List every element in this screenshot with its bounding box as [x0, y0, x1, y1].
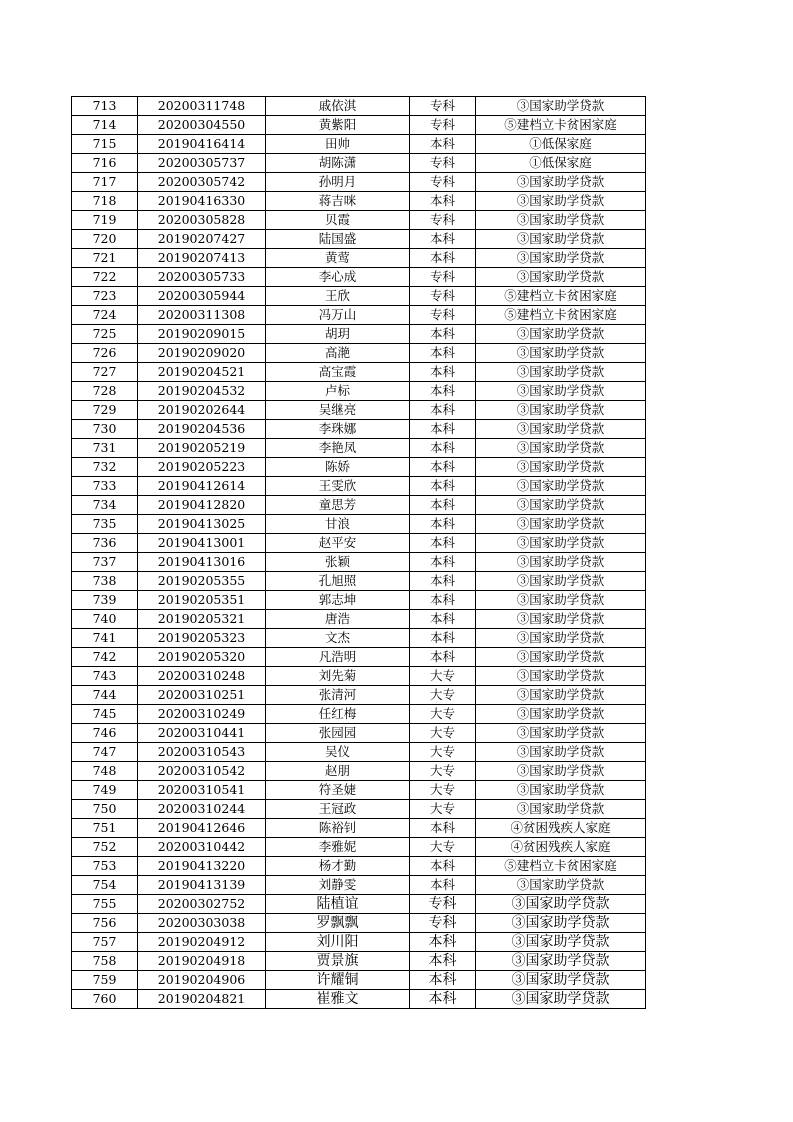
- row-number-cell: 741: [72, 629, 138, 648]
- row-number-cell: 758: [72, 952, 138, 971]
- student-id-cell: 20200310248: [138, 667, 266, 686]
- aid-category-cell: ⑤建档立卡贫困家庭: [476, 287, 646, 306]
- student-id-cell: 20200310442: [138, 838, 266, 857]
- row-number-cell: 736: [72, 534, 138, 553]
- student-name-cell: 吴继亮: [266, 401, 410, 420]
- row-number-cell: 759: [72, 971, 138, 990]
- table-row: [72, 743, 646, 762]
- student-name-cell: 刘先菊: [266, 667, 410, 686]
- student-id-cell: 20190205351: [138, 591, 266, 610]
- student-id-cell: 20190205320: [138, 648, 266, 667]
- row-number-cell: 752: [72, 838, 138, 857]
- student-id-cell: 20190204521: [138, 363, 266, 382]
- table-row: [72, 591, 646, 610]
- table-row: [72, 496, 646, 515]
- education-level-cell: 大专: [410, 743, 476, 762]
- student-id-cell: 20190207427: [138, 230, 266, 249]
- aid-category-cell: ③国家助学贷款: [476, 477, 646, 496]
- education-level-cell: 大专: [410, 724, 476, 743]
- student-id-cell: 20200310541: [138, 781, 266, 800]
- student-name-cell: 王雯欣: [266, 477, 410, 496]
- education-level-cell: 本科: [410, 249, 476, 268]
- student-id-cell: 20190204536: [138, 420, 266, 439]
- row-number-cell: 744: [72, 686, 138, 705]
- education-level-cell: 大专: [410, 667, 476, 686]
- aid-category-cell: ③国家助学贷款: [476, 648, 646, 667]
- row-number-cell: 746: [72, 724, 138, 743]
- student-id-cell: 20190205223: [138, 458, 266, 477]
- row-number-cell: 737: [72, 553, 138, 572]
- row-number-cell: 716: [72, 154, 138, 173]
- student-id-cell: 20190413001: [138, 534, 266, 553]
- aid-category-cell: ④贫困残疾人家庭: [476, 838, 646, 857]
- student-name-cell: 高滟: [266, 344, 410, 363]
- table-row: [72, 629, 646, 648]
- row-number-cell: 732: [72, 458, 138, 477]
- table-row: [72, 306, 646, 325]
- student-id-cell: 20200305733: [138, 268, 266, 287]
- student-name-cell: 李艳凤: [266, 439, 410, 458]
- student-id-cell: 20190205321: [138, 610, 266, 629]
- table-row: [72, 97, 646, 116]
- student-id-cell: 20200310251: [138, 686, 266, 705]
- aid-category-cell: ③国家助学贷款: [476, 192, 646, 211]
- aid-category-cell: ③国家助学贷款: [476, 762, 646, 781]
- student-name-cell: 李心成: [266, 268, 410, 287]
- student-name-cell: 高宝霞: [266, 363, 410, 382]
- student-name-cell: 张清河: [266, 686, 410, 705]
- table-row: [72, 762, 646, 781]
- row-number-cell: 731: [72, 439, 138, 458]
- education-level-cell: 本科: [410, 553, 476, 572]
- row-number-cell: 755: [72, 895, 138, 914]
- student-id-cell: 20200305737: [138, 154, 266, 173]
- student-id-cell: 20200305742: [138, 173, 266, 192]
- row-number-cell: 734: [72, 496, 138, 515]
- table-row: [72, 477, 646, 496]
- student-name-cell: 田帅: [266, 135, 410, 154]
- education-level-cell: 专科: [410, 97, 476, 116]
- row-number-cell: 715: [72, 135, 138, 154]
- education-level-cell: 本科: [410, 591, 476, 610]
- aid-category-cell: ③国家助学贷款: [476, 990, 646, 1009]
- student-id-cell: 20190416330: [138, 192, 266, 211]
- student-id-cell: 20200311308: [138, 306, 266, 325]
- education-level-cell: 专科: [410, 914, 476, 933]
- roster-body: [72, 97, 646, 1009]
- education-level-cell: 本科: [410, 933, 476, 952]
- student-id-cell: 20190204912: [138, 933, 266, 952]
- student-roster-table: [71, 96, 646, 1009]
- student-id-cell: 20200302752: [138, 895, 266, 914]
- education-level-cell: 本科: [410, 192, 476, 211]
- row-number-cell: 726: [72, 344, 138, 363]
- education-level-cell: 本科: [410, 952, 476, 971]
- table-row: [72, 667, 646, 686]
- student-id-cell: 20190204532: [138, 382, 266, 401]
- student-name-cell: 凡浩明: [266, 648, 410, 667]
- row-number-cell: 720: [72, 230, 138, 249]
- aid-category-cell: ⑤建档立卡贫困家庭: [476, 306, 646, 325]
- student-name-cell: 陆国盛: [266, 230, 410, 249]
- table-row: [72, 705, 646, 724]
- table-row: [72, 857, 646, 876]
- aid-category-cell: ③国家助学贷款: [476, 591, 646, 610]
- row-number-cell: 724: [72, 306, 138, 325]
- student-id-cell: 20190204821: [138, 990, 266, 1009]
- table-row: [72, 572, 646, 591]
- student-name-cell: 陆植谊: [266, 895, 410, 914]
- student-id-cell: 20190412646: [138, 819, 266, 838]
- education-level-cell: 本科: [410, 477, 476, 496]
- education-level-cell: 本科: [410, 382, 476, 401]
- student-name-cell: 赵平安: [266, 534, 410, 553]
- student-id-cell: 20190413025: [138, 515, 266, 534]
- aid-category-cell: ③国家助学贷款: [476, 800, 646, 819]
- student-id-cell: 20190412614: [138, 477, 266, 496]
- table-row: [72, 895, 646, 914]
- student-id-cell: 20200310249: [138, 705, 266, 724]
- student-id-cell: 20190413220: [138, 857, 266, 876]
- aid-category-cell: ①低保家庭: [476, 154, 646, 173]
- education-level-cell: 本科: [410, 363, 476, 382]
- student-name-cell: 许耀铜: [266, 971, 410, 990]
- row-number-cell: 719: [72, 211, 138, 230]
- student-name-cell: 蒋吉咪: [266, 192, 410, 211]
- table-row: [72, 819, 646, 838]
- table-row: [72, 192, 646, 211]
- education-level-cell: 本科: [410, 610, 476, 629]
- aid-category-cell: ③国家助学贷款: [476, 952, 646, 971]
- row-number-cell: 727: [72, 363, 138, 382]
- table-row: [72, 116, 646, 135]
- aid-category-cell: ⑤建档立卡贫困家庭: [476, 857, 646, 876]
- student-name-cell: 刘静雯: [266, 876, 410, 895]
- student-id-cell: 20190209020: [138, 344, 266, 363]
- aid-category-cell: ③国家助学贷款: [476, 629, 646, 648]
- row-number-cell: 738: [72, 572, 138, 591]
- aid-category-cell: ③国家助学贷款: [476, 401, 646, 420]
- education-level-cell: 本科: [410, 135, 476, 154]
- table-row: [72, 325, 646, 344]
- student-name-cell: 李雅妮: [266, 838, 410, 857]
- row-number-cell: 722: [72, 268, 138, 287]
- table-row: [72, 534, 646, 553]
- education-level-cell: 本科: [410, 534, 476, 553]
- aid-category-cell: ③国家助学贷款: [476, 173, 646, 192]
- student-name-cell: 贾景旗: [266, 952, 410, 971]
- student-id-cell: 20190413016: [138, 553, 266, 572]
- education-level-cell: 专科: [410, 306, 476, 325]
- student-name-cell: 文杰: [266, 629, 410, 648]
- table-row: [72, 838, 646, 857]
- aid-category-cell: ③国家助学贷款: [476, 97, 646, 116]
- aid-category-cell: ③国家助学贷款: [476, 420, 646, 439]
- education-level-cell: 本科: [410, 439, 476, 458]
- row-number-cell: 751: [72, 819, 138, 838]
- education-level-cell: 本科: [410, 420, 476, 439]
- student-name-cell: 陈裕钊: [266, 819, 410, 838]
- student-name-cell: 唐浩: [266, 610, 410, 629]
- student-name-cell: 崔雅文: [266, 990, 410, 1009]
- education-level-cell: 专科: [410, 211, 476, 230]
- table-row: [72, 420, 646, 439]
- aid-category-cell: ③国家助学贷款: [476, 705, 646, 724]
- education-level-cell: 本科: [410, 325, 476, 344]
- table-row: [72, 211, 646, 230]
- table-row: [72, 515, 646, 534]
- row-number-cell: 723: [72, 287, 138, 306]
- student-id-cell: 20200311748: [138, 97, 266, 116]
- student-name-cell: 陈娇: [266, 458, 410, 477]
- row-number-cell: 721: [72, 249, 138, 268]
- aid-category-cell: ③国家助学贷款: [476, 534, 646, 553]
- student-name-cell: 贝霞: [266, 211, 410, 230]
- education-level-cell: 专科: [410, 895, 476, 914]
- row-number-cell: 756: [72, 914, 138, 933]
- student-name-cell: 杨才勤: [266, 857, 410, 876]
- row-number-cell: 718: [72, 192, 138, 211]
- student-name-cell: 孔旭照: [266, 572, 410, 591]
- aid-category-cell: ③国家助学贷款: [476, 553, 646, 572]
- row-number-cell: 745: [72, 705, 138, 724]
- student-name-cell: 黄莺: [266, 249, 410, 268]
- row-number-cell: 742: [72, 648, 138, 667]
- row-number-cell: 713: [72, 97, 138, 116]
- education-level-cell: 大专: [410, 762, 476, 781]
- table-row: [72, 135, 646, 154]
- table-row: [72, 914, 646, 933]
- table-row: [72, 952, 646, 971]
- table-row: [72, 971, 646, 990]
- aid-category-cell: ③国家助学贷款: [476, 667, 646, 686]
- education-level-cell: 本科: [410, 496, 476, 515]
- student-name-cell: 胡玥: [266, 325, 410, 344]
- student-id-cell: 20200310441: [138, 724, 266, 743]
- table-row: [72, 648, 646, 667]
- table-row: [72, 876, 646, 895]
- aid-category-cell: ③国家助学贷款: [476, 268, 646, 287]
- aid-category-cell: ①低保家庭: [476, 135, 646, 154]
- student-name-cell: 吴仪: [266, 743, 410, 762]
- row-number-cell: 748: [72, 762, 138, 781]
- education-level-cell: 本科: [410, 971, 476, 990]
- aid-category-cell: ③国家助学贷款: [476, 781, 646, 800]
- row-number-cell: 740: [72, 610, 138, 629]
- education-level-cell: 本科: [410, 876, 476, 895]
- aid-category-cell: ③国家助学贷款: [476, 686, 646, 705]
- student-id-cell: 20200310244: [138, 800, 266, 819]
- table-row: [72, 686, 646, 705]
- aid-category-cell: ③国家助学贷款: [476, 496, 646, 515]
- student-name-cell: 刘川阳: [266, 933, 410, 952]
- row-number-cell: 725: [72, 325, 138, 344]
- student-name-cell: 胡陈潇: [266, 154, 410, 173]
- table-row: [72, 173, 646, 192]
- student-name-cell: 黄紫阳: [266, 116, 410, 135]
- student-name-cell: 李珠娜: [266, 420, 410, 439]
- student-name-cell: 童思芳: [266, 496, 410, 515]
- row-number-cell: 753: [72, 857, 138, 876]
- table-row: [72, 154, 646, 173]
- student-id-cell: 20190416414: [138, 135, 266, 154]
- row-number-cell: 754: [72, 876, 138, 895]
- aid-category-cell: ⑤建档立卡贫困家庭: [476, 116, 646, 135]
- student-name-cell: 符圣婕: [266, 781, 410, 800]
- table-row: [72, 724, 646, 743]
- table-row: [72, 287, 646, 306]
- student-name-cell: 张园园: [266, 724, 410, 743]
- student-name-cell: 孙明月: [266, 173, 410, 192]
- table-row: [72, 344, 646, 363]
- table-row: [72, 268, 646, 287]
- table-row: [72, 230, 646, 249]
- aid-category-cell: ③国家助学贷款: [476, 458, 646, 477]
- row-number-cell: 729: [72, 401, 138, 420]
- student-id-cell: 20190207413: [138, 249, 266, 268]
- aid-category-cell: ③国家助学贷款: [476, 325, 646, 344]
- student-id-cell: 20200305944: [138, 287, 266, 306]
- aid-category-cell: ③国家助学贷款: [476, 933, 646, 952]
- aid-category-cell: ③国家助学贷款: [476, 971, 646, 990]
- education-level-cell: 大专: [410, 838, 476, 857]
- student-name-cell: 张颖: [266, 553, 410, 572]
- row-number-cell: 747: [72, 743, 138, 762]
- education-level-cell: 本科: [410, 515, 476, 534]
- aid-category-cell: ③国家助学贷款: [476, 230, 646, 249]
- education-level-cell: 本科: [410, 648, 476, 667]
- aid-category-cell: ③国家助学贷款: [476, 895, 646, 914]
- aid-category-cell: ③国家助学贷款: [476, 743, 646, 762]
- aid-category-cell: ③国家助学贷款: [476, 382, 646, 401]
- row-number-cell: 728: [72, 382, 138, 401]
- education-level-cell: 大专: [410, 705, 476, 724]
- row-number-cell: 739: [72, 591, 138, 610]
- student-id-cell: 20200310542: [138, 762, 266, 781]
- education-level-cell: 本科: [410, 458, 476, 477]
- student-name-cell: 任红梅: [266, 705, 410, 724]
- student-id-cell: 20190413139: [138, 876, 266, 895]
- education-level-cell: 本科: [410, 344, 476, 363]
- education-level-cell: 大专: [410, 781, 476, 800]
- education-level-cell: 专科: [410, 154, 476, 173]
- aid-category-cell: ③国家助学贷款: [476, 439, 646, 458]
- student-id-cell: 20190205219: [138, 439, 266, 458]
- row-number-cell: 760: [72, 990, 138, 1009]
- aid-category-cell: ③国家助学贷款: [476, 610, 646, 629]
- student-id-cell: 20190204918: [138, 952, 266, 971]
- education-level-cell: 本科: [410, 990, 476, 1009]
- table-row: [72, 401, 646, 420]
- table-row: [72, 933, 646, 952]
- student-name-cell: 王欣: [266, 287, 410, 306]
- aid-category-cell: ③国家助学贷款: [476, 572, 646, 591]
- aid-category-cell: ③国家助学贷款: [476, 249, 646, 268]
- aid-category-cell: ③国家助学贷款: [476, 914, 646, 933]
- row-number-cell: 743: [72, 667, 138, 686]
- table-row: [72, 800, 646, 819]
- education-level-cell: 本科: [410, 629, 476, 648]
- aid-category-cell: ③国家助学贷款: [476, 211, 646, 230]
- education-level-cell: 大专: [410, 686, 476, 705]
- row-number-cell: 733: [72, 477, 138, 496]
- table-row: [72, 781, 646, 800]
- education-level-cell: 本科: [410, 230, 476, 249]
- row-number-cell: 735: [72, 515, 138, 534]
- student-name-cell: 罗飘飘: [266, 914, 410, 933]
- row-number-cell: 717: [72, 173, 138, 192]
- table-row: [72, 363, 646, 382]
- row-number-cell: 750: [72, 800, 138, 819]
- student-id-cell: 20190204906: [138, 971, 266, 990]
- row-number-cell: 757: [72, 933, 138, 952]
- student-name-cell: 冯万山: [266, 306, 410, 325]
- education-level-cell: 本科: [410, 572, 476, 591]
- aid-category-cell: ③国家助学贷款: [476, 363, 646, 382]
- education-level-cell: 本科: [410, 401, 476, 420]
- education-level-cell: 专科: [410, 268, 476, 287]
- student-name-cell: 卢标: [266, 382, 410, 401]
- aid-category-cell: ③国家助学贷款: [476, 876, 646, 895]
- aid-category-cell: ③国家助学贷款: [476, 515, 646, 534]
- row-number-cell: 714: [72, 116, 138, 135]
- table-row: [72, 382, 646, 401]
- student-id-cell: 20190412820: [138, 496, 266, 515]
- education-level-cell: 专科: [410, 287, 476, 306]
- student-name-cell: 郭志坤: [266, 591, 410, 610]
- student-id-cell: 20190202644: [138, 401, 266, 420]
- table-row: [72, 610, 646, 629]
- aid-category-cell: ③国家助学贷款: [476, 724, 646, 743]
- education-level-cell: 本科: [410, 819, 476, 838]
- table-row: [72, 439, 646, 458]
- student-id-cell: 20200310543: [138, 743, 266, 762]
- student-id-cell: 20200305828: [138, 211, 266, 230]
- education-level-cell: 专科: [410, 116, 476, 135]
- table-row: [72, 553, 646, 572]
- aid-category-cell: ④贫困残疾人家庭: [476, 819, 646, 838]
- student-name-cell: 王冠政: [266, 800, 410, 819]
- student-name-cell: 戚依淇: [266, 97, 410, 116]
- student-id-cell: 20190209015: [138, 325, 266, 344]
- table-row: [72, 458, 646, 477]
- student-id-cell: 20200303038: [138, 914, 266, 933]
- table-row: [72, 249, 646, 268]
- student-id-cell: 20190205323: [138, 629, 266, 648]
- row-number-cell: 730: [72, 420, 138, 439]
- education-level-cell: 专科: [410, 173, 476, 192]
- table-row: [72, 990, 646, 1009]
- row-number-cell: 749: [72, 781, 138, 800]
- aid-category-cell: ③国家助学贷款: [476, 344, 646, 363]
- education-level-cell: 本科: [410, 857, 476, 876]
- student-name-cell: 赵朋: [266, 762, 410, 781]
- student-id-cell: 20190205355: [138, 572, 266, 591]
- student-id-cell: 20200304550: [138, 116, 266, 135]
- education-level-cell: 大专: [410, 800, 476, 819]
- student-name-cell: 甘浪: [266, 515, 410, 534]
